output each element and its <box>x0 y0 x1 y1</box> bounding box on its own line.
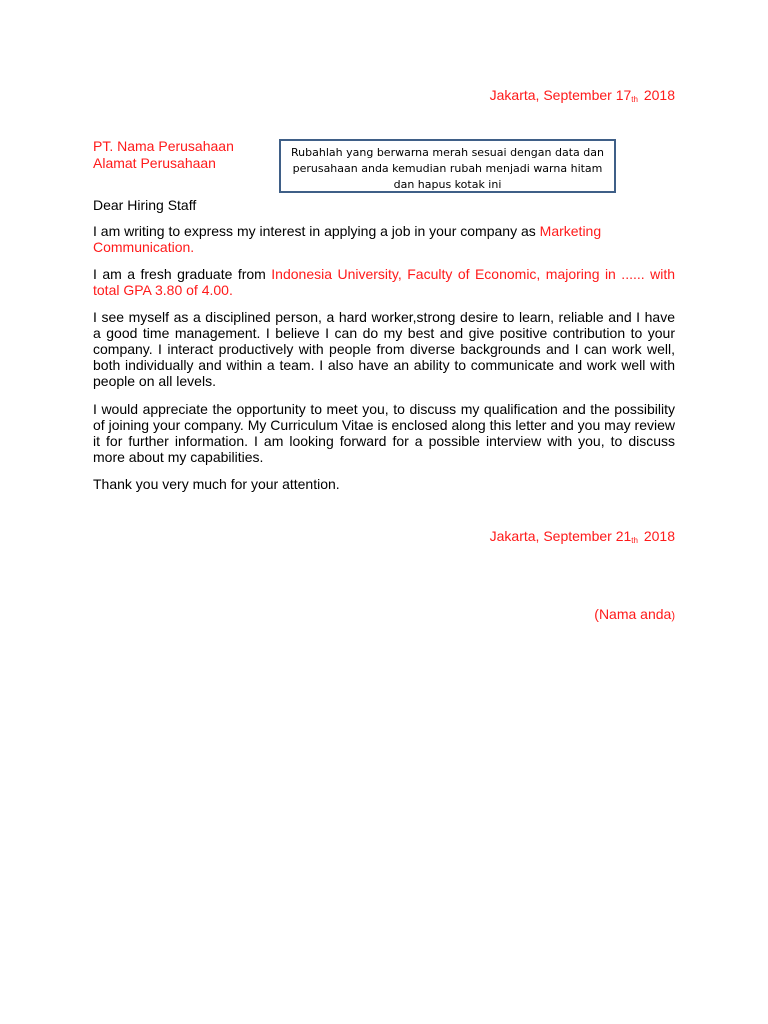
paragraph-self-description: I see myself as a disciplined person, a hard worker,strong desire to learn, reliable and I have a good time management. I believe I can do my best and give positive contribution to your company. I interact productively with people from diverse backgrounds and I can work well, both individually and within a team. I also have an ability to communicate and work well with people on all levels. <box>93 309 675 389</box>
education-highlight: Indonesia University, Faculty of Economic, majoring in ...... with total GPA 3.80 of 4.00. <box>93 266 675 298</box>
paragraph-position <box>93 223 675 255</box>
company-block <box>93 138 234 172</box>
instruction-note-box <box>279 139 616 193</box>
date-top-year: 2018 <box>639 87 675 103</box>
paragraph-thanks: Thank you very much for your attention. <box>93 476 340 492</box>
date-bottom-year: 2018 <box>639 528 675 544</box>
greeting: Dear Hiring Staff <box>93 197 197 213</box>
company-address: Alamat Perusahaan <box>93 155 216 171</box>
position-highlight: Marketing Communication. <box>93 223 602 255</box>
paragraph-interview-request: I would appreciate the opportunity to meet you, to discuss my qualification and the possibility of joining your company. My Curriculum Vitae is enclosed along this letter and you may review it for further information. I am looking forward for a possible interview with you, to discuss more about my capabilities. <box>93 401 675 465</box>
date-top-text: Jakarta, September 17 <box>489 87 632 103</box>
signature-close-paren: ) <box>671 610 675 622</box>
signature <box>594 606 675 622</box>
paragraph-education-text: I am a fresh graduate from <box>93 266 272 282</box>
letter-date-bottom <box>490 528 675 545</box>
instruction-note-text: Rubahlah yang berwarna merah sesuai dengan data dan perusahaan anda kemudian rubah menjadi warna hitam dan hapus kotak ini <box>291 146 604 191</box>
signature-name: (Nama anda <box>594 606 672 622</box>
company-name: PT. Nama Perusahaan <box>93 138 234 154</box>
paragraph-position-text: I am writing to express my interest in applying a job in your company as <box>93 223 540 239</box>
date-bottom-suffix: th <box>631 536 638 545</box>
date-bottom-text: Jakarta, September 21 <box>489 528 632 544</box>
date-top-suffix: th <box>631 95 638 104</box>
paragraph-education <box>93 266 675 298</box>
letter-date-top <box>490 87 675 104</box>
